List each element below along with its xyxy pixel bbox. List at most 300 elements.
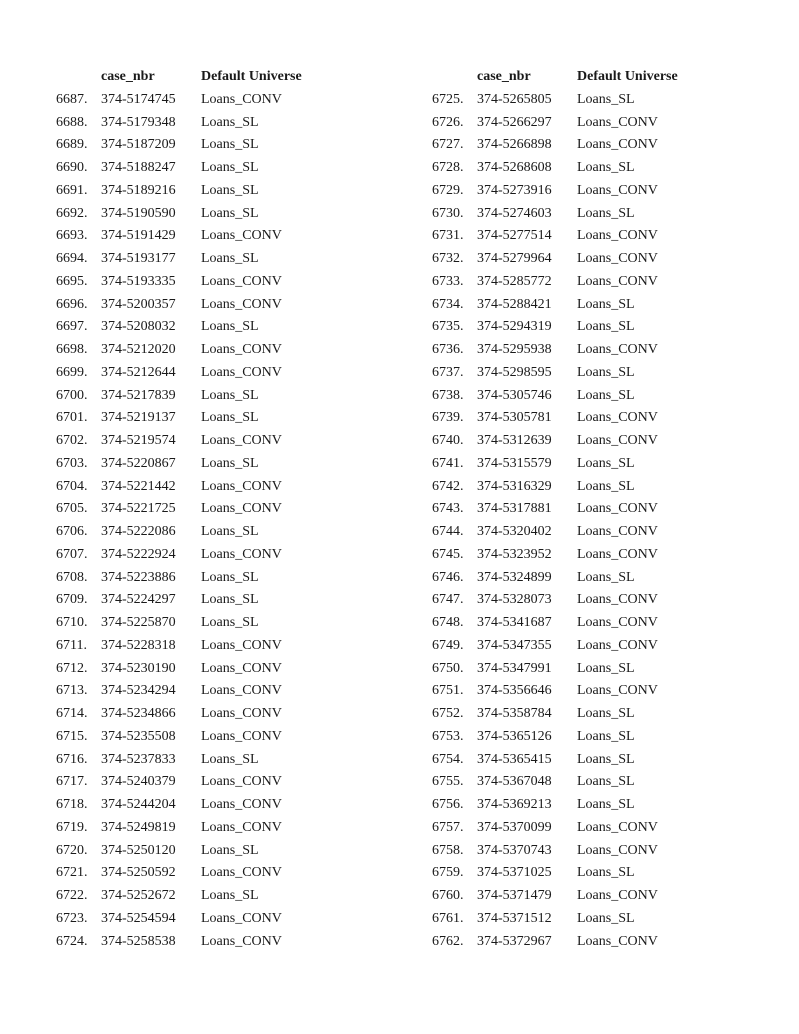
default-universe-cell: Loans_CONV bbox=[577, 842, 658, 858]
row-index: 6715. bbox=[56, 728, 88, 744]
case-nbr-cell: 374-5288421 bbox=[477, 296, 552, 312]
case-nbr-cell: 374-5221725 bbox=[101, 501, 176, 517]
table-row bbox=[432, 407, 707, 430]
case-nbr-cell: 374-5190590 bbox=[101, 205, 176, 221]
table-row bbox=[432, 112, 707, 135]
default-universe-cell: Loans_CONV bbox=[201, 296, 282, 312]
table-row bbox=[432, 931, 707, 954]
table-row bbox=[56, 749, 331, 772]
case-nbr-cell: 374-5217839 bbox=[101, 387, 176, 403]
row-index: 6693. bbox=[56, 228, 88, 244]
default-universe-cell: Loans_CONV bbox=[201, 91, 282, 107]
case-nbr-cell: 374-5219574 bbox=[101, 433, 176, 448]
case-nbr-cell: 374-5295938 bbox=[477, 342, 552, 357]
default-universe-cell: Loans_CONV bbox=[201, 910, 282, 926]
table-row bbox=[56, 339, 331, 362]
default-universe-cell: Loans_CONV bbox=[577, 819, 658, 835]
case-nbr-cell: 374-5370099 bbox=[477, 819, 552, 835]
default-universe-cell: Loans_SL bbox=[201, 615, 259, 630]
case-nbr-cell: 374-5316329 bbox=[477, 478, 552, 494]
table-row bbox=[56, 385, 331, 408]
case-nbr-cell: 374-5234294 bbox=[101, 683, 176, 699]
default-universe-cell: Loans_CONV bbox=[577, 182, 658, 198]
case-nbr-cell: 374-5254594 bbox=[101, 910, 176, 926]
default-universe-cell: Loans_CONV bbox=[577, 137, 658, 153]
case-nbr-cell: 374-5230190 bbox=[101, 660, 176, 676]
default-universe-cell: Loans_CONV bbox=[201, 797, 282, 812]
row-index: 6702. bbox=[56, 433, 88, 448]
default-universe-cell: Loans_CONV bbox=[577, 114, 658, 130]
case-nbr-cell: 374-5279964 bbox=[477, 251, 552, 266]
row-index: 6725. bbox=[432, 91, 464, 107]
table-row bbox=[56, 316, 331, 339]
row-index: 6692. bbox=[56, 205, 88, 221]
default-universe-cell: Loans_SL bbox=[201, 569, 259, 585]
default-universe-cell: Loans_SL bbox=[577, 774, 635, 790]
row-index: 6696. bbox=[56, 296, 88, 312]
default-universe-cell: Loans_SL bbox=[201, 524, 259, 539]
default-universe-cell: Loans_CONV bbox=[201, 501, 282, 517]
row-index: 6710. bbox=[56, 615, 88, 630]
case-nbr-cell: 374-5250120 bbox=[101, 842, 176, 858]
row-index: 6761. bbox=[432, 910, 464, 926]
default-universe-cell: Loans_CONV bbox=[577, 683, 658, 699]
default-universe-cell: Loans_CONV bbox=[201, 637, 282, 653]
case-nbr-cell: 374-5223886 bbox=[101, 569, 176, 585]
case-nbr-cell: 374-5250592 bbox=[101, 865, 176, 881]
row-index: 6755. bbox=[432, 774, 464, 790]
row-index: 6687. bbox=[56, 91, 88, 107]
case-nbr-cell: 374-5193177 bbox=[101, 251, 176, 266]
row-index: 6737. bbox=[432, 364, 464, 380]
default-universe-cell: Loans_SL bbox=[577, 910, 635, 926]
case-nbr-cell: 374-5224297 bbox=[101, 592, 176, 608]
default-universe-cell: Loans_CONV bbox=[577, 228, 658, 244]
row-index: 6727. bbox=[432, 137, 464, 153]
row-index: 6708. bbox=[56, 569, 88, 585]
table-row bbox=[56, 157, 331, 180]
case-nbr-cell: 374-5273916 bbox=[477, 182, 552, 198]
default-universe-cell: Loans_CONV bbox=[577, 933, 658, 949]
table-row bbox=[56, 931, 331, 954]
default-universe-cell: Loans_SL bbox=[577, 660, 635, 676]
case-nbr-cell: 374-5371479 bbox=[477, 888, 552, 903]
table-row bbox=[432, 567, 707, 590]
table-row bbox=[432, 362, 707, 385]
default-universe-cell: Loans_SL bbox=[577, 91, 635, 107]
table-row bbox=[56, 771, 331, 794]
case-nbr-cell: 374-5323952 bbox=[477, 546, 552, 562]
case-nbr-cell: 374-5237833 bbox=[101, 751, 176, 767]
row-index: 6698. bbox=[56, 342, 88, 357]
default-universe-cell: Loans_CONV bbox=[201, 819, 282, 835]
default-universe-cell: Loans_CONV bbox=[201, 683, 282, 699]
table-row bbox=[432, 453, 707, 476]
default-universe-cell: Loans_CONV bbox=[201, 433, 282, 448]
case-nbr-cell: 374-5219137 bbox=[101, 410, 176, 426]
case-nbr-cell: 374-5179348 bbox=[101, 114, 176, 130]
table-row bbox=[432, 680, 707, 703]
case-nbr-cell: 374-5369213 bbox=[477, 797, 552, 812]
default-universe-cell: Loans_CONV bbox=[577, 342, 658, 357]
row-index: 6723. bbox=[56, 910, 88, 926]
table-row bbox=[432, 203, 707, 226]
default-universe-cell: Loans_CONV bbox=[577, 433, 658, 448]
case-nbr-cell: 374-5252672 bbox=[101, 888, 176, 903]
default-universe-cell: Loans_SL bbox=[201, 410, 259, 426]
table-row bbox=[432, 385, 707, 408]
case-nbr-cell: 374-5312639 bbox=[477, 433, 552, 448]
case-nbr-cell: 374-5189216 bbox=[101, 182, 176, 198]
table-row bbox=[432, 771, 707, 794]
row-index: 6717. bbox=[56, 774, 88, 790]
table-row bbox=[432, 430, 707, 453]
row-index: 6705. bbox=[56, 501, 88, 517]
header-row bbox=[56, 66, 331, 89]
case-nbr-cell: 374-5315579 bbox=[477, 455, 552, 471]
default-universe-cell: Loans_SL bbox=[201, 160, 259, 175]
default-universe-cell: Loans_SL bbox=[201, 114, 259, 130]
case-nbr-cell: 374-5222086 bbox=[101, 524, 176, 539]
default-universe-cell: Loans_CONV bbox=[201, 774, 282, 790]
row-index: 6713. bbox=[56, 683, 88, 699]
table-row bbox=[56, 225, 331, 248]
table-row bbox=[432, 248, 707, 271]
row-index: 6706. bbox=[56, 524, 88, 539]
case-nbr-cell: 374-5305781 bbox=[477, 410, 552, 426]
default-universe-cell: Loans_SL bbox=[577, 387, 635, 403]
row-index: 6722. bbox=[56, 888, 88, 903]
default-universe-cell: Loans_SL bbox=[201, 182, 259, 198]
default-universe-cell: Loans_CONV bbox=[577, 888, 658, 903]
case-nbr-cell: 374-5174745 bbox=[101, 91, 176, 107]
case-nbr-cell: 374-5370743 bbox=[477, 842, 552, 858]
table-row bbox=[432, 635, 707, 658]
case-nbr-cell: 374-5193335 bbox=[101, 273, 176, 289]
default-universe-cell: Loans_SL bbox=[201, 205, 259, 221]
table-row bbox=[432, 521, 707, 544]
default-universe-cell: Loans_SL bbox=[201, 592, 259, 608]
table-row bbox=[432, 134, 707, 157]
default-universe-cell: Loans_SL bbox=[577, 160, 635, 175]
row-index: 6688. bbox=[56, 114, 88, 130]
case-nbr-cell: 374-5367048 bbox=[477, 774, 552, 790]
row-index: 6759. bbox=[432, 865, 464, 881]
default-universe-cell: Loans_CONV bbox=[577, 637, 658, 653]
default-universe-cell: Loans_SL bbox=[577, 296, 635, 312]
row-index: 6736. bbox=[432, 342, 464, 357]
table-row bbox=[56, 703, 331, 726]
row-index: 6740. bbox=[432, 433, 464, 448]
row-index: 6758. bbox=[432, 842, 464, 858]
row-index: 6711. bbox=[56, 637, 87, 653]
case-nbr-cell: 374-5371512 bbox=[477, 910, 552, 926]
case-nbr-cell: 374-5317881 bbox=[477, 501, 552, 517]
default-universe-cell: Loans_SL bbox=[577, 728, 635, 744]
row-index: 6733. bbox=[432, 273, 464, 289]
case-nbr-cell: 374-5347991 bbox=[477, 660, 552, 676]
table-row bbox=[56, 544, 331, 567]
default-universe-cell: Loans_SL bbox=[201, 455, 259, 471]
table-row bbox=[432, 544, 707, 567]
row-index: 6743. bbox=[432, 501, 464, 517]
table-row bbox=[56, 476, 331, 499]
table-row bbox=[56, 635, 331, 658]
row-index: 6754. bbox=[432, 751, 464, 767]
row-index: 6704. bbox=[56, 478, 88, 494]
row-index: 6695. bbox=[56, 273, 88, 289]
row-index: 6700. bbox=[56, 387, 88, 403]
row-index: 6731. bbox=[432, 228, 464, 244]
default-universe-cell: Loans_SL bbox=[201, 888, 259, 903]
row-index: 6749. bbox=[432, 637, 464, 653]
row-index: 6756. bbox=[432, 797, 464, 812]
case-nbr-cell: 374-5372967 bbox=[477, 933, 552, 949]
row-index: 6697. bbox=[56, 319, 88, 335]
case-nbr-cell: 374-5341687 bbox=[477, 615, 552, 630]
default-universe-cell: Loans_SL bbox=[577, 797, 635, 812]
row-index: 6709. bbox=[56, 592, 88, 608]
table-row bbox=[56, 658, 331, 681]
row-index: 6699. bbox=[56, 364, 88, 380]
right-column-table bbox=[432, 66, 707, 953]
row-index: 6694. bbox=[56, 251, 88, 266]
row-index: 6721. bbox=[56, 865, 88, 881]
case-nbr-cell: 374-5371025 bbox=[477, 865, 552, 881]
table-row bbox=[56, 453, 331, 476]
case-nbr-header: case_nbr bbox=[101, 69, 155, 84]
default-universe-cell: Loans_CONV bbox=[201, 228, 282, 244]
row-index: 6742. bbox=[432, 478, 464, 494]
row-index: 6730. bbox=[432, 205, 464, 221]
default-universe-cell: Loans_SL bbox=[577, 751, 635, 767]
case-nbr-cell: 374-5208032 bbox=[101, 319, 176, 335]
table-row bbox=[56, 589, 331, 612]
left-table-body bbox=[56, 89, 331, 954]
case-nbr-cell: 374-5187209 bbox=[101, 137, 176, 153]
table-row bbox=[432, 612, 707, 635]
table-row bbox=[56, 430, 331, 453]
left-column-table bbox=[56, 66, 331, 953]
row-index: 6690. bbox=[56, 160, 88, 175]
row-index: 6724. bbox=[56, 933, 88, 949]
default-universe-cell: Loans_CONV bbox=[201, 728, 282, 744]
row-index: 6760. bbox=[432, 888, 464, 903]
table-row bbox=[432, 703, 707, 726]
case-nbr-cell: 374-5356646 bbox=[477, 683, 552, 699]
table-row bbox=[432, 157, 707, 180]
table-row bbox=[432, 589, 707, 612]
default-universe-cell: Loans_CONV bbox=[577, 501, 658, 517]
default-universe-cell: Loans_SL bbox=[201, 137, 259, 153]
row-index: 6714. bbox=[56, 706, 88, 721]
row-index: 6735. bbox=[432, 319, 464, 335]
case-nbr-cell: 374-5240379 bbox=[101, 774, 176, 790]
table-row bbox=[56, 248, 331, 271]
table-row bbox=[56, 567, 331, 590]
table-row bbox=[432, 476, 707, 499]
case-nbr-cell: 374-5285772 bbox=[477, 273, 552, 289]
default-universe-cell: Loans_CONV bbox=[577, 251, 658, 266]
default-universe-cell: Loans_SL bbox=[201, 319, 259, 335]
row-index: 6720. bbox=[56, 842, 88, 858]
table-row bbox=[56, 680, 331, 703]
default-universe-cell: Loans_CONV bbox=[577, 615, 658, 630]
default-universe-header: Default Universe bbox=[577, 69, 678, 84]
default-universe-cell: Loans_CONV bbox=[201, 546, 282, 562]
default-universe-cell: Loans_SL bbox=[577, 865, 635, 881]
case-nbr-cell: 374-5265805 bbox=[477, 91, 552, 107]
table-row bbox=[432, 225, 707, 248]
case-nbr-cell: 374-5200357 bbox=[101, 296, 176, 312]
case-nbr-cell: 374-5277514 bbox=[477, 228, 552, 244]
table-row bbox=[56, 726, 331, 749]
default-universe-cell: Loans_SL bbox=[577, 364, 635, 380]
table-row bbox=[432, 339, 707, 362]
table-row bbox=[56, 180, 331, 203]
table-row bbox=[432, 294, 707, 317]
row-index: 6703. bbox=[56, 455, 88, 471]
case-nbr-cell: 374-5234866 bbox=[101, 706, 176, 721]
case-nbr-cell: 374-5274603 bbox=[477, 205, 552, 221]
row-index: 6751. bbox=[432, 683, 464, 699]
default-universe-cell: Loans_SL bbox=[577, 319, 635, 335]
case-nbr-cell: 374-5188247 bbox=[101, 160, 176, 175]
table-row bbox=[432, 862, 707, 885]
table-row bbox=[56, 362, 331, 385]
table-row bbox=[56, 612, 331, 635]
table-row bbox=[432, 89, 707, 112]
table-row bbox=[56, 862, 331, 885]
right-table-body bbox=[432, 89, 707, 954]
table-row bbox=[432, 885, 707, 908]
row-index: 6753. bbox=[432, 728, 464, 744]
row-index: 6691. bbox=[56, 182, 88, 198]
row-index: 6747. bbox=[432, 592, 464, 608]
case-nbr-cell: 374-5268608 bbox=[477, 160, 552, 175]
table-row bbox=[56, 134, 331, 157]
case-nbr-cell: 374-5191429 bbox=[101, 228, 176, 244]
table-row bbox=[432, 658, 707, 681]
table-row bbox=[56, 203, 331, 226]
default-universe-cell: Loans_CONV bbox=[201, 478, 282, 494]
default-universe-cell: Loans_CONV bbox=[201, 706, 282, 721]
default-universe-cell: Loans_CONV bbox=[577, 524, 658, 539]
default-universe-cell: Loans_CONV bbox=[577, 592, 658, 608]
table-row bbox=[56, 840, 331, 863]
case-nbr-cell: 374-5320402 bbox=[477, 524, 552, 539]
row-index: 6712. bbox=[56, 660, 88, 676]
case-nbr-cell: 374-5222924 bbox=[101, 546, 176, 562]
row-index: 6744. bbox=[432, 524, 464, 539]
row-index: 6741. bbox=[432, 455, 464, 471]
row-index: 6757. bbox=[432, 819, 464, 835]
table-row bbox=[56, 89, 331, 112]
default-universe-cell: Loans_CONV bbox=[577, 273, 658, 289]
default-universe-cell: Loans_SL bbox=[577, 455, 635, 471]
case-nbr-cell: 374-5244204 bbox=[101, 797, 176, 812]
row-index: 6750. bbox=[432, 660, 464, 676]
row-index: 6728. bbox=[432, 160, 464, 175]
case-nbr-cell: 374-5365126 bbox=[477, 728, 552, 744]
default-universe-cell: Loans_SL bbox=[577, 569, 635, 585]
table-row bbox=[56, 294, 331, 317]
default-universe-cell: Loans_SL bbox=[577, 706, 635, 721]
row-index: 6752. bbox=[432, 706, 464, 721]
table-row bbox=[432, 908, 707, 931]
default-universe-cell: Loans_SL bbox=[577, 478, 635, 494]
table-row bbox=[432, 180, 707, 203]
table-row bbox=[432, 726, 707, 749]
case-nbr-cell: 374-5228318 bbox=[101, 637, 176, 653]
table-row bbox=[56, 271, 331, 294]
row-index: 6739. bbox=[432, 410, 464, 426]
default-universe-cell: Loans_SL bbox=[201, 751, 259, 767]
table-row bbox=[432, 498, 707, 521]
row-index: 6732. bbox=[432, 251, 464, 266]
default-universe-cell: Loans_SL bbox=[201, 251, 259, 266]
table-row bbox=[432, 316, 707, 339]
case-nbr-cell: 374-5249819 bbox=[101, 819, 176, 835]
table-row bbox=[56, 817, 331, 840]
default-universe-cell: Loans_SL bbox=[201, 842, 259, 858]
case-nbr-cell: 374-5347355 bbox=[477, 637, 552, 653]
case-nbr-cell: 374-5235508 bbox=[101, 728, 176, 744]
case-nbr-cell: 374-5266297 bbox=[477, 114, 552, 130]
table-row bbox=[432, 840, 707, 863]
default-universe-header: Default Universe bbox=[201, 69, 302, 84]
default-universe-cell: Loans_CONV bbox=[577, 410, 658, 426]
table-row bbox=[56, 521, 331, 544]
row-index: 6738. bbox=[432, 387, 464, 403]
table-row bbox=[56, 407, 331, 430]
case-nbr-cell: 374-5220867 bbox=[101, 455, 176, 471]
case-nbr-cell: 374-5324899 bbox=[477, 569, 552, 585]
default-universe-cell: Loans_CONV bbox=[577, 546, 658, 562]
index-header bbox=[432, 66, 477, 89]
default-universe-cell: Loans_CONV bbox=[201, 364, 282, 380]
row-index: 6718. bbox=[56, 797, 88, 812]
table-row bbox=[56, 498, 331, 521]
row-index: 6729. bbox=[432, 182, 464, 198]
header-row bbox=[432, 66, 707, 89]
table-row bbox=[432, 817, 707, 840]
case-nbr-cell: 374-5294319 bbox=[477, 319, 552, 335]
case-nbr-cell: 374-5328073 bbox=[477, 592, 552, 608]
default-universe-cell: Loans_CONV bbox=[201, 660, 282, 676]
table-row bbox=[56, 112, 331, 135]
case-nbr-cell: 374-5212020 bbox=[101, 342, 176, 357]
row-index: 6716. bbox=[56, 751, 88, 767]
row-index: 6746. bbox=[432, 569, 464, 585]
row-index: 6762. bbox=[432, 933, 464, 949]
row-index: 6689. bbox=[56, 137, 88, 153]
default-universe-cell: Loans_CONV bbox=[201, 342, 282, 357]
table-row bbox=[432, 271, 707, 294]
case-nbr-cell: 374-5212644 bbox=[101, 364, 176, 380]
row-index: 6745. bbox=[432, 546, 464, 562]
default-universe-cell: Loans_CONV bbox=[201, 273, 282, 289]
case-nbr-cell: 374-5365415 bbox=[477, 751, 552, 767]
row-index: 6734. bbox=[432, 296, 464, 312]
row-index: 6707. bbox=[56, 546, 88, 562]
case-nbr-cell: 374-5358784 bbox=[477, 706, 552, 721]
case-nbr-cell: 374-5305746 bbox=[477, 387, 552, 403]
default-universe-cell: Loans_CONV bbox=[201, 865, 282, 881]
table-row bbox=[432, 794, 707, 817]
case-nbr-cell: 374-5225870 bbox=[101, 615, 176, 630]
row-index: 6719. bbox=[56, 819, 88, 835]
